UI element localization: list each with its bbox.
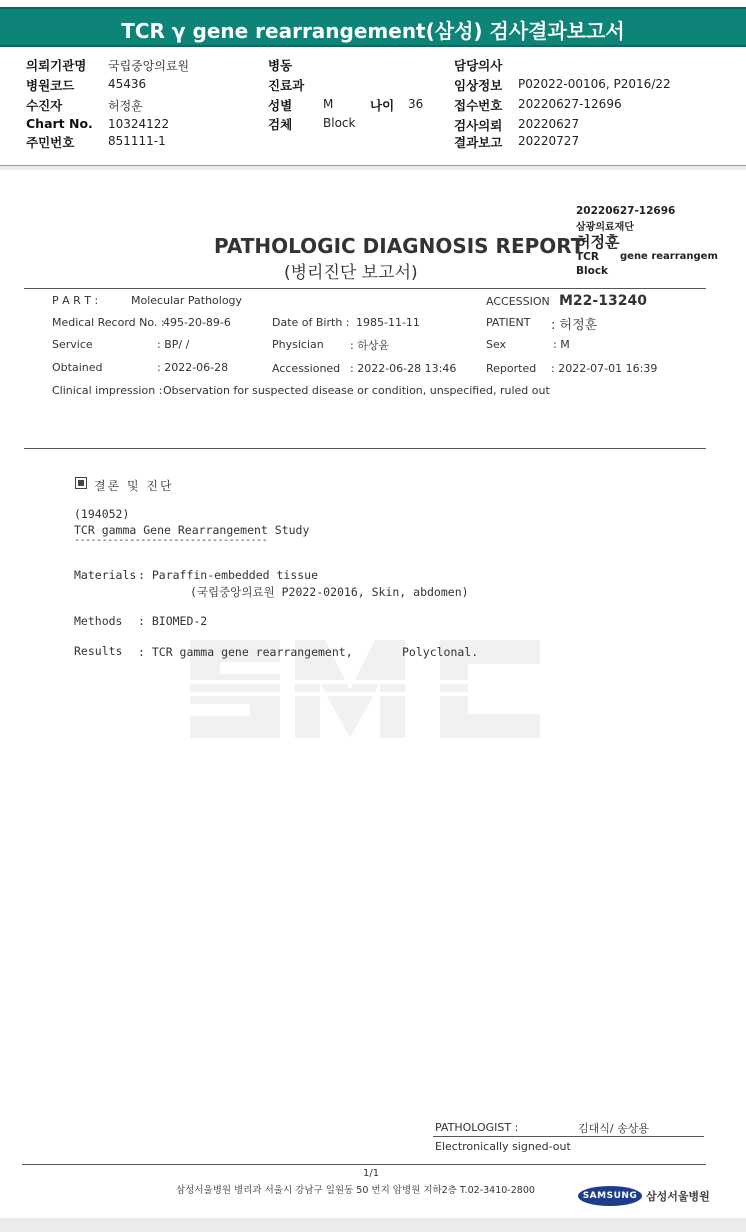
page-title: TCR γ gene rearrangement(삼성) 검사결과보고서 (121, 19, 625, 43)
physician-value: : 하상윤 (350, 339, 390, 352)
stamp-specimen: Block (576, 265, 609, 277)
obtained-value: : 2022-06-28 (157, 361, 229, 374)
mrn-value: 495-20-89-6 (163, 316, 231, 329)
methods-label: Methods (74, 614, 123, 628)
chart-no-value: 10324122 (108, 117, 170, 131)
clinical-info-value: P02022-00106, P2016/22 (518, 77, 671, 91)
receipt-no-label: 접수번호 (454, 98, 503, 113)
signature-rule (433, 1136, 704, 1137)
service-value: : BP/ / (157, 338, 190, 351)
accessioned-value: : 2022-06-28 13:46 (350, 362, 457, 375)
sex-field-value: : M (553, 338, 570, 351)
dob-value: 1985-11-11 (356, 316, 420, 329)
hospital-name: 삼성서울병원 (646, 1190, 710, 1203)
request-date-value: 20220627 (518, 117, 580, 131)
accessioned-label: Accessioned (272, 362, 341, 375)
resident-no-value: 851111-1 (108, 134, 166, 148)
materials-detail: (국립중앙의료원 P2022-02016, Skin, abdomen) (190, 585, 469, 599)
sex-value: M (323, 97, 334, 111)
sex-field-label: Sex (486, 338, 507, 351)
stamp-lab-name: 삼광의료재단 (576, 222, 634, 233)
footer-address: 삼성서울병원 병리과 서울시 강남구 일원동 50 번지 암병원 지하2층 T.02-3410-2800 (176, 1185, 535, 1196)
header-rule (24, 288, 706, 289)
department-label: 진료과 (268, 78, 305, 93)
receipt-no-value: 20220627-12696 (518, 97, 622, 111)
service-label: Service (52, 338, 93, 351)
dob-label: Date of Birth : (272, 316, 350, 329)
patient-label: PATIENT (486, 316, 531, 329)
obtained-label: Obtained (52, 361, 103, 374)
request-date-label: 검사의뢰 (454, 118, 503, 133)
samsung-logo: SAMSUNG (578, 1186, 642, 1206)
results-value: : TCR gamma gene rearrangement, (138, 645, 353, 659)
test-code: (194052) (74, 507, 130, 521)
institution-value: 국립중앙의료원 (108, 59, 190, 73)
ward-label: 병동 (268, 58, 293, 73)
reported-label: Reported (486, 362, 537, 375)
institution-label: 의뢰기관명 (26, 58, 87, 73)
stamp-receipt-no: 20220627-12696 (576, 205, 676, 217)
stamp-patient-name: 허정훈 (576, 233, 620, 251)
age-value: 36 (408, 97, 424, 111)
accession-value: M22-13240 (559, 293, 647, 309)
request-info-panel (0, 47, 746, 166)
mrn-label: Medical Record No. : (52, 316, 165, 329)
part-label: P A R T : (52, 294, 99, 307)
footer-rule (22, 1164, 706, 1165)
results-finding: Polyclonal. (402, 645, 479, 659)
age-label: 나이 (370, 98, 395, 113)
title-bar (0, 7, 746, 47)
patient-name-value: 허정훈 (108, 99, 143, 113)
body-rule (24, 448, 706, 449)
section-heading: 결론 및 진단 (94, 479, 174, 493)
specimen-label: 검체 (268, 117, 293, 132)
section-marker-icon (75, 477, 87, 489)
study-underline: ----------------------------------- (74, 535, 268, 546)
patient-value: : 허정훈 (551, 318, 598, 333)
stamp-test-b: gene rearrangem (620, 251, 718, 262)
physician-label: Physician (272, 338, 324, 351)
page-number: 1/1 (363, 1168, 380, 1179)
report-title: PATHOLOGIC DIAGNOSIS REPORT (214, 234, 585, 258)
results-label: Results (74, 644, 123, 658)
report-date-value: 20220727 (518, 134, 580, 148)
part-value: Molecular Pathology (131, 294, 243, 307)
chart-no-label: Chart No. (26, 116, 93, 131)
smc-watermark (170, 620, 570, 760)
clinical-impression-label: Clinical impression : (52, 384, 163, 397)
report-date-label: 결과보고 (454, 135, 503, 150)
hospital-code-label: 병원코드 (26, 78, 75, 93)
patient-name-label: 수진자 (26, 98, 63, 113)
report-subtitle: (병리진단 보고서) (284, 263, 418, 283)
hospital-code-value: 45436 (108, 77, 147, 91)
top-strip (0, 0, 746, 7)
clinical-impression-value: Observation for suspected disease or condition, unspecified, ruled out (163, 384, 550, 397)
specimen-value: Block (323, 116, 356, 130)
methods-value: : BIOMED-2 (138, 614, 208, 628)
accession-label: ACCESSION (486, 295, 550, 308)
pathologist-value: 김대식/ 송상용 (578, 1122, 649, 1135)
materials-value: : Paraffin-embedded tissue (138, 568, 319, 582)
signed-out-text: Electronically signed-out (435, 1140, 571, 1153)
materials-label: Materials (74, 568, 137, 582)
reported-value: : 2022-07-01 16:39 (551, 362, 658, 375)
study-title: TCR gamma Gene Rearrangement Study (74, 523, 310, 537)
sex-label: 성별 (268, 98, 293, 113)
doctor-label: 담당의사 (454, 58, 503, 73)
clinical-info-label: 임상정보 (454, 78, 503, 93)
stamp-test-a: TCR (576, 251, 599, 263)
pathologist-label: PATHOLOGIST : (435, 1121, 519, 1134)
resident-no-label: 주민번호 (26, 135, 75, 150)
